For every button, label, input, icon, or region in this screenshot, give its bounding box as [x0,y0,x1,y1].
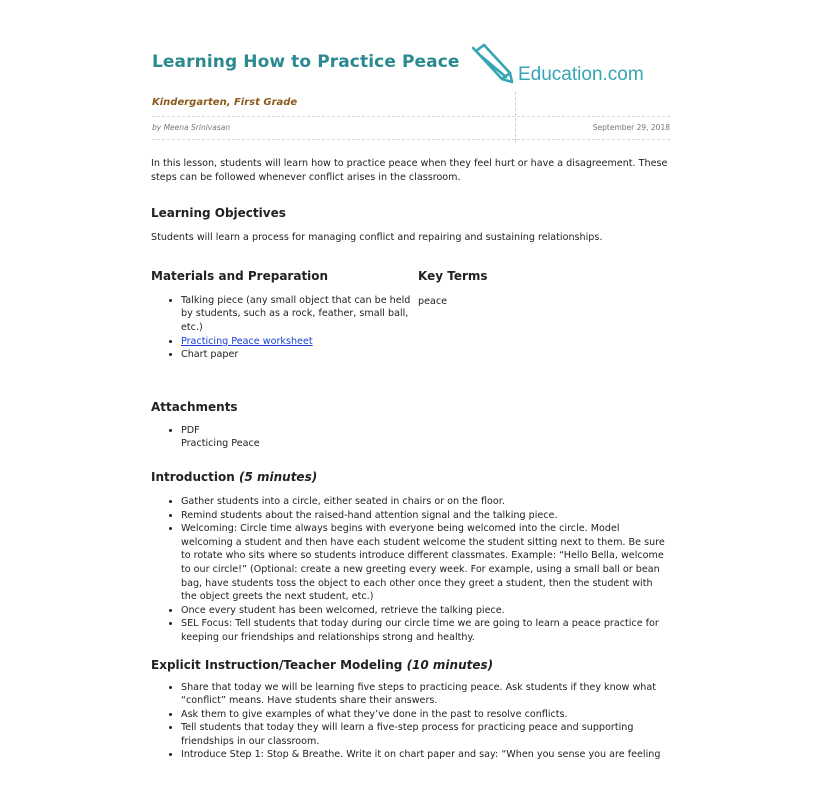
list-item [181,335,411,349]
publish-date: September 29, 2018 [592,123,670,132]
explicit-duration: (10 minutes) [406,657,494,672]
list-item: • Welcoming: Circle time always begins with everyone being welcomed into the circle. Model welcoming a student and then have each student welcome the student sitting next to them. Be sure to rotate who sits where so students introduce different classmates. Example: “Hello Bella, welcome to our circle!” (Optional: create a new greeting every week. For example, using a small ball or bean bag, have students toss the object to each other once they greet a student, then the student with the object greets the next student, etc.) [181,522,671,604]
author-byline: by Meena Srinivasan [152,123,231,132]
attachments-heading: Attachments [151,399,238,414]
key-terms-section [418,268,668,309]
explicit-instruction-heading [151,657,671,673]
objectives-heading: Learning Objectives [151,206,286,221]
education-logo[interactable] [470,42,670,88]
materials-keyterms-columns [151,268,671,378]
attachments-list [151,424,671,438]
list-item: • Gather students into a circle, either seated in chairs or on the floor. [181,495,671,509]
introduction-heading [151,469,671,485]
list-item: • Introduce Step 1: Stop & Breathe. Write it on chart paper and say: “When you sense you are feeling [181,748,671,762]
logo-wordmark: Education.com [518,64,644,85]
list-item: • Once every student has been welcomed, retrieve the talking piece. [181,604,671,618]
objectives-text: Students will learn a process for managing conflict and repairing and sustaining relationships. [151,232,603,244]
attachment-name[interactable]: Practicing Peace [181,438,260,450]
explicit-heading-text: Explicit Instruction/Teacher Modeling [151,657,403,672]
materials-list [151,294,411,362]
list-item: • Remind students about the raised-hand attention signal and the talking piece. [181,509,671,523]
list-item: • Ask them to give examples of what they’ve done in the past to resolve conflicts. [181,708,671,722]
list-item: • SEL Focus: Tell students that today during our circle time we are going to learn a peace practice for keeping our friendships and relationships strong and healthy. [181,617,671,644]
key-terms-heading: Key Terms [418,268,488,283]
worksheet-link[interactable]: Practicing Peace worksheet [181,335,313,347]
list-item: • Share that today we will be learning five steps to practicing peace. Ask students if they know what “conflict” means. Have students share their answers. [181,681,671,708]
grade-level: Kindergarten, First Grade [152,97,298,108]
document-body [151,157,671,762]
page-title: Learning How to Practice Peace [152,52,460,72]
introduction-heading-text: Introduction [151,469,235,484]
introduction-list [151,495,671,645]
header-vertical-divider [515,92,516,142]
list-item: • Tell students that today they will learn a five-step process for practicing peace and supporting friendships in our classroom. [181,721,671,748]
list-item: • Chart paper [181,348,411,362]
pencil-logo-icon [470,42,518,88]
introduction-duration: (5 minutes) [238,469,318,484]
explicit-instruction-list [151,681,671,763]
intro-paragraph: In this lesson, students will learn how to practice peace when they feel hurt or have a disagreement. These steps can be followed whenever conflict arises in the classroom. [151,158,668,183]
attachment-type: • PDF [181,424,671,438]
list-item: • Talking piece (any small object that can be held by students, such as a rock, feather, small ball, etc.) [181,294,411,335]
header-divider [152,116,670,117]
materials-heading: Materials and Preparation [151,268,329,283]
byline-divider [152,139,670,140]
materials-section [151,268,411,362]
key-term: peace [418,295,448,307]
